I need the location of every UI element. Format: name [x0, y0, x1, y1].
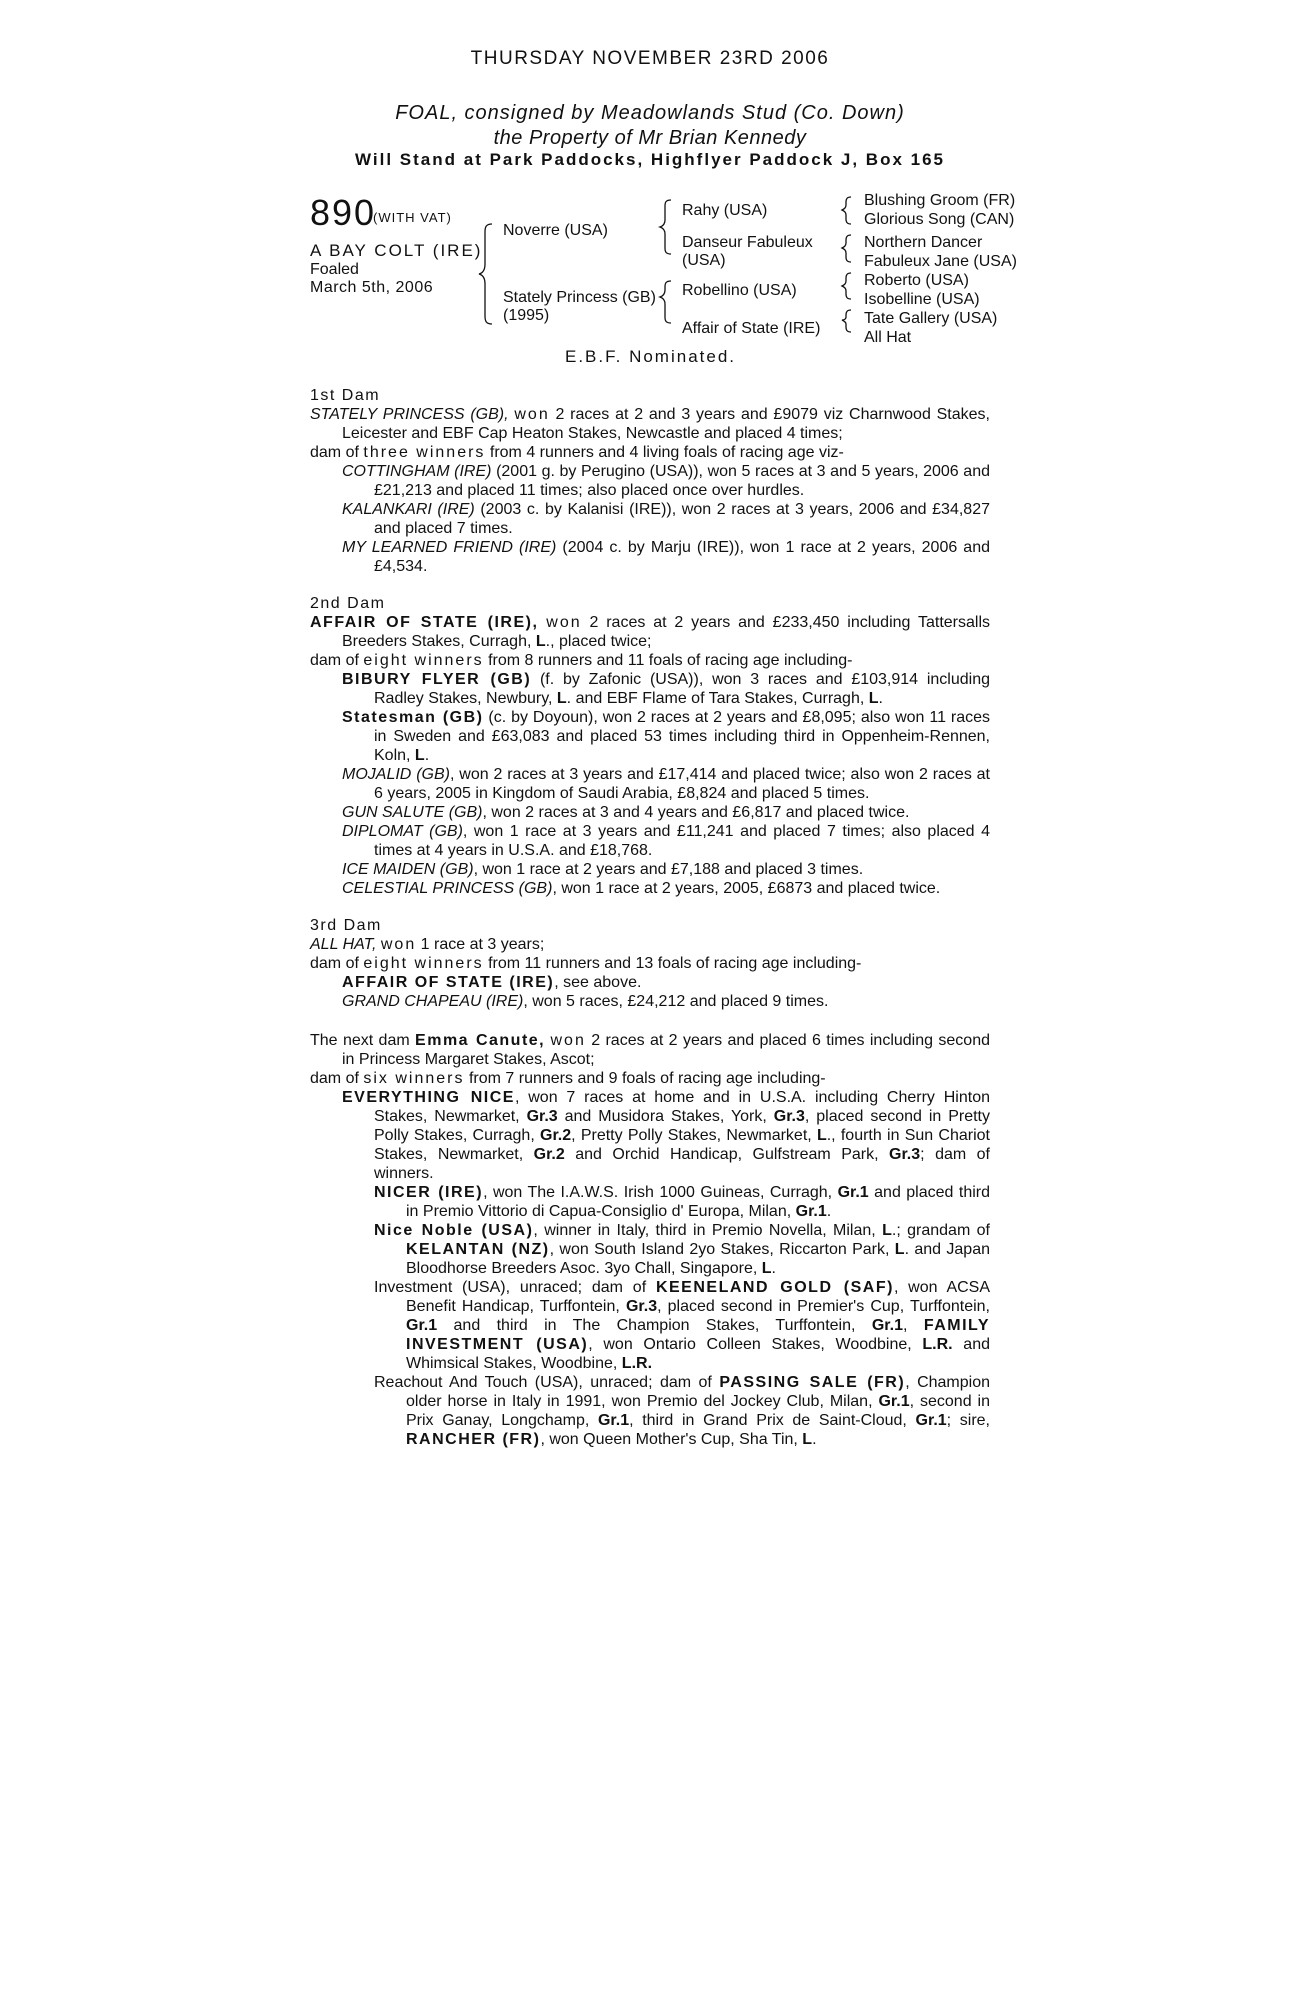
pedigree-sire-dam: Danseur Fabuleux — [682, 234, 813, 251]
list-item: AFFAIR OF STATE (IRE), see above. — [342, 974, 642, 991]
pedigree-dsd: Isobelline (USA) — [864, 291, 980, 308]
list-item: ICE MAIDEN (GB), won 1 race at 2 years and £7,188 and placed 3 times. — [342, 861, 864, 878]
pedigree-dam-sire: Robellino (USA) — [682, 282, 797, 299]
second-dam-section: 2nd Dam AFFAIR OF STATE (IRE), won 2 races at 2 years and £233,450 including Tattersalls Breeders Stakes, Curragh, L., placed twice; dam of eight winners from 8 runners and 11 foals of racing age including- BIBURY FLYER (GB) (f. by Zafonic (USA)), won 3 races and £103,914 including Radley Stakes, Newbury, L. and EBF Flame of Tara Stakes, Curragh, L. Statesman (GB) (c. by Doyoun), won 2 races at 2 years and £8,095; also won 11 races in Sweden and £63,083 and placed 53 times including third in Oppenheim-Rennen, Koln, L. MOJALID (GB), won 2 races at 3 years and £17,414 and placed twice; also won 2 races at 6 years, 2005 in Kingdom of Saudi Arabia, £8,824 and placed 5 times. GUN SALUTE (GB), won 2 races at 3 and 4 years and £6,817 and placed twice. DIPLOMAT (GB), won 1 race at 3 years and £11,241 and placed 7 times; also placed 4 times at 4 years in U.S.A. and £18,768. ICE MAIDEN (GB), won 1 race at 2 years and £7,188 and placed 3 times. CELESTIAL PRINCESS (GB), won 1 race at 2 years, 2005, £6873 and placed twice. — [310, 595, 991, 897]
third-dam-heading: 3rd Dam — [310, 917, 382, 934]
ebf-nominated: E.B.F. Nominated. — [565, 347, 737, 366]
pedigree-sire-sire: Rahy (USA) — [682, 202, 768, 219]
list-item: NICER (IRE), won The I.A.W.S. Irish 1000 Guineas, Curragh, Gr.1 and placed third in Premio Vittorio di Capua-Consiglio d' Europa, Milan, Gr.1. — [374, 1184, 990, 1220]
list-item: Nice Noble (USA), winner in Italy, third in Premio Novella, Milan, L.; grandam of KELANTAN (NZ), won South Island 2yo Stakes, Riccarton Park, L. and Japan Bloodhorse Breeders Asoc. 3yo Chall, Singapore, L. — [374, 1222, 991, 1277]
pedigree-sds: Northern Dancer — [864, 234, 983, 251]
foal-date: March 5th, 2006 — [310, 279, 434, 296]
stand-location: Will Stand at Park Paddocks, Highflyer Paddock J, Box 165 — [355, 150, 945, 169]
lot-number: 890 — [310, 192, 377, 233]
list-item: BIBURY FLYER (GB) (f. by Zafonic (USA)), won 3 races and £103,914 including Radley Stakes, Newbury, L. and EBF Flame of Tara Stakes, Curragh, L. — [342, 671, 991, 707]
property-line: the Property of Mr Brian Kennedy — [493, 127, 807, 149]
list-item: MY LEARNED FRIEND (IRE) (2004 c. by Marju (IRE)), won 1 race at 2 years, 2006 and £4,534. — [342, 539, 990, 575]
pedigree-dam-year: (1995) — [503, 307, 550, 324]
pedigree-dam: Stately Princess (GB) — [503, 289, 656, 306]
sale-date: THURSDAY NOVEMBER 23RD 2006 — [470, 48, 830, 69]
third-dam-section: 3rd Dam ALL HAT, won 1 race at 3 years; dam of eight winners from 11 runners and 13 foals of racing age including- AFFAIR OF STATE (IRE), see above. GRAND CHAPEAU (IRE), won 5 races, £24,212 and placed 9 times. — [310, 916, 990, 1011]
list-item: CELESTIAL PRINCESS (GB), won 1 race at 2 years, 2005, £6873 and placed twice. — [342, 880, 941, 897]
pedigree-dds: Tate Gallery (USA) — [864, 310, 998, 327]
first-dam-section: 1st Dam STATELY PRINCESS (GB), won 2 races at 2 and 3 years and £9079 viz Charnwood Stakes, Leicester and EBF Cap Heaton Stakes, Newcastle and placed 4 times; dam of three winners from 4 runners and 4 living foals of racing age viz- COTTINGHAM (IRE) (2001 g. by Perugino (USA)), won 5 races at 3 and 5 years, 2006 and £21,213 and placed 11 times; also placed once over hurdles. KALANKARI (IRE) (2003 c. by Kalanisi (IRE)), won 2 races at 3 years, 2006 and £34,827 and placed 7 times. MY LEARNED FRIEND (IRE) (2004 c. by Marju (IRE)), won 1 race at 2 years, 2006 and £4,534. — [310, 387, 990, 575]
list-item: COTTINGHAM (IRE) (2001 g. by Perugino (USA)), won 5 races at 3 and 5 years, 2006 and £21,213 and placed 11 times; also placed once over hurdles. — [342, 463, 990, 499]
pedigree-dss: Roberto (USA) — [864, 272, 969, 289]
pedigree-sss: Blushing Groom (FR) — [864, 192, 1016, 209]
list-item: MOJALID (GB), won 2 races at 3 years and £17,414 and placed twice; also won 2 races at 6 years, 2005 in Kingdom of Saudi Arabia, £8,824 and placed 5 times. — [342, 766, 991, 802]
pedigree-ssd: Glorious Song (CAN) — [864, 211, 1015, 228]
next-dam-name: Emma Canute, — [415, 1032, 546, 1049]
consignor-line: FOAL, consigned by Meadowlands Stud (Co. Down) — [395, 102, 905, 124]
foaled-label: Foaled — [310, 261, 359, 278]
pedigree-sdd: Fabuleux Jane (USA) — [864, 253, 1017, 270]
vat-note: (WITH VAT) — [373, 210, 452, 225]
list-item: Reachout And Touch (USA), unraced; dam of PASSING SALE (FR), Champion older horse in Italy in 1991, won Premio del Jockey Club, Milan, Gr.1, second in Prix Ganay, Longchamp, Gr.1, third in Grand Prix de Saint-Cloud, Gr.1; sire, RANCHER (FR), won Queen Mother's Cup, Sha Tin, L. — [374, 1374, 991, 1448]
pedigree-sire: Noverre (USA) — [503, 222, 608, 239]
second-dam-heading: 2nd Dam — [310, 595, 386, 612]
third-dam-name: ALL HAT, — [310, 936, 377, 953]
list-item: Statesman (GB) (c. by Doyoun), won 2 races at 2 years and £8,095; also won 11 races in Sweden and £63,083 and placed 53 times including third in Oppenheim-Rennen, Koln, L. — [342, 709, 991, 764]
list-item: DIPLOMAT (GB), won 1 race at 3 years and £11,241 and placed 7 times; also placed 4 times at 4 years in U.S.A. and £18,768. — [342, 823, 990, 859]
list-item: EVERYTHING NICE, won 7 races at home and in U.S.A. including Cherry Hinton Stakes, Newmarket, Gr.3 and Musidora Stakes, York, Gr.3, placed second in Pretty Polly Stakes, Curragh, Gr.2, Pretty Polly Stakes, Newmarket, L., fourth in Sun Chariot Stakes, Newmarket, Gr.2 and Orchid Handicap, Gulfstream Park, Gr.3; dam of winners. — [342, 1089, 991, 1182]
list-item: KALANKARI (IRE) (2003 c. by Kalanisi (IRE)), won 2 races at 3 years, 2006 and £34,827 and placed 7 times. — [342, 501, 990, 537]
list-item: GUN SALUTE (GB), won 2 races at 3 and 4 years and £6,817 and placed twice. — [342, 804, 910, 821]
horse-description: A BAY COLT (IRE) — [310, 241, 483, 260]
pedigree-sire-dam-country: (USA) — [682, 252, 726, 269]
list-item: GRAND CHAPEAU (IRE), won 5 races, £24,212 and placed 9 times. — [342, 993, 829, 1010]
list-item: Investment (USA), unraced; dam of KEENELAND GOLD (SAF), won ACSA Benefit Handicap, Turffontein, Gr.3, placed second in Premier's Cup, Turffontein, Gr.1 and third in The Champion Stakes, Turffontein, Gr.1, FAMILY INVESTMENT (USA), won Ontario Colleen Stakes, Woodbine, L.R. and Whimsical Stakes, Woodbine, L.R. — [374, 1279, 991, 1372]
pedigree-dam-dam: Affair of State (IRE) — [682, 320, 821, 337]
first-dam-heading: 1st Dam — [310, 387, 381, 404]
first-dam-name: STATELY PRINCESS (GB), — [310, 406, 509, 423]
pedigree-ddd: All Hat — [864, 329, 912, 346]
next-dam-section: The next dam Emma Canute, won 2 races at 2 years and placed 6 times including second in Princess Margaret Stakes, Ascot; dam of six winners from 7 runners and 9 foals of racing age including- EVERYTHING NICE, won 7 races at home and in U.S.A. including Cherry Hinton Stakes, Newmarket, Gr.3 and Musidora Stakes, York, Gr.3, placed second in Pretty Polly Stakes, Curragh, Gr.2, Pretty Polly Stakes, Newmarket, L., fourth in Sun Chariot Stakes, Newmarket, Gr.2 and Orchid Handicap, Gulfstream Park, Gr.3; dam of winners. NICER (IRE), won The I.A.W.S. Irish 1000 Guineas, Curragh, Gr.1 and placed third in Premio Vittorio di Capua-Consiglio d' Europa, Milan, Gr.1. Nice Noble (USA), winner in Italy, third in Premio Novella, Milan, L.; grandam of KELANTAN (NZ), won South Island 2yo Stakes, Riccarton Park, L. and Japan Bloodhorse Breeders Asoc. 3yo Chall, Singapore, L. Investment (USA), unraced; dam of KEENELAND GOLD (SAF), won ACSA Benefit Handicap, Turffontein, Gr.3, placed second in Premier's Cup, Turffontein, Gr.1 and third in The Champion Stakes, Turffontein, Gr.1, FAMILY INVESTMENT (USA), won Ontario Colleen Stakes, Woodbine, L.R. and Whimsical Stakes, Woodbine, L.R. Reachout And Touch (USA), unraced; dam of PASSING SALE (FR), Champion older horse in Italy in 1991, won Premio del Jockey Club, Milan, Gr.1, second in Prix Ganay, Longchamp, Gr.1, third in Grand Prix de Saint-Cloud, Gr.1; sire, RANCHER (FR), won Queen Mother's Cup, Sha Tin, L. — [310, 1032, 991, 1448]
second-dam-name: AFFAIR OF STATE (IRE), — [310, 614, 539, 631]
